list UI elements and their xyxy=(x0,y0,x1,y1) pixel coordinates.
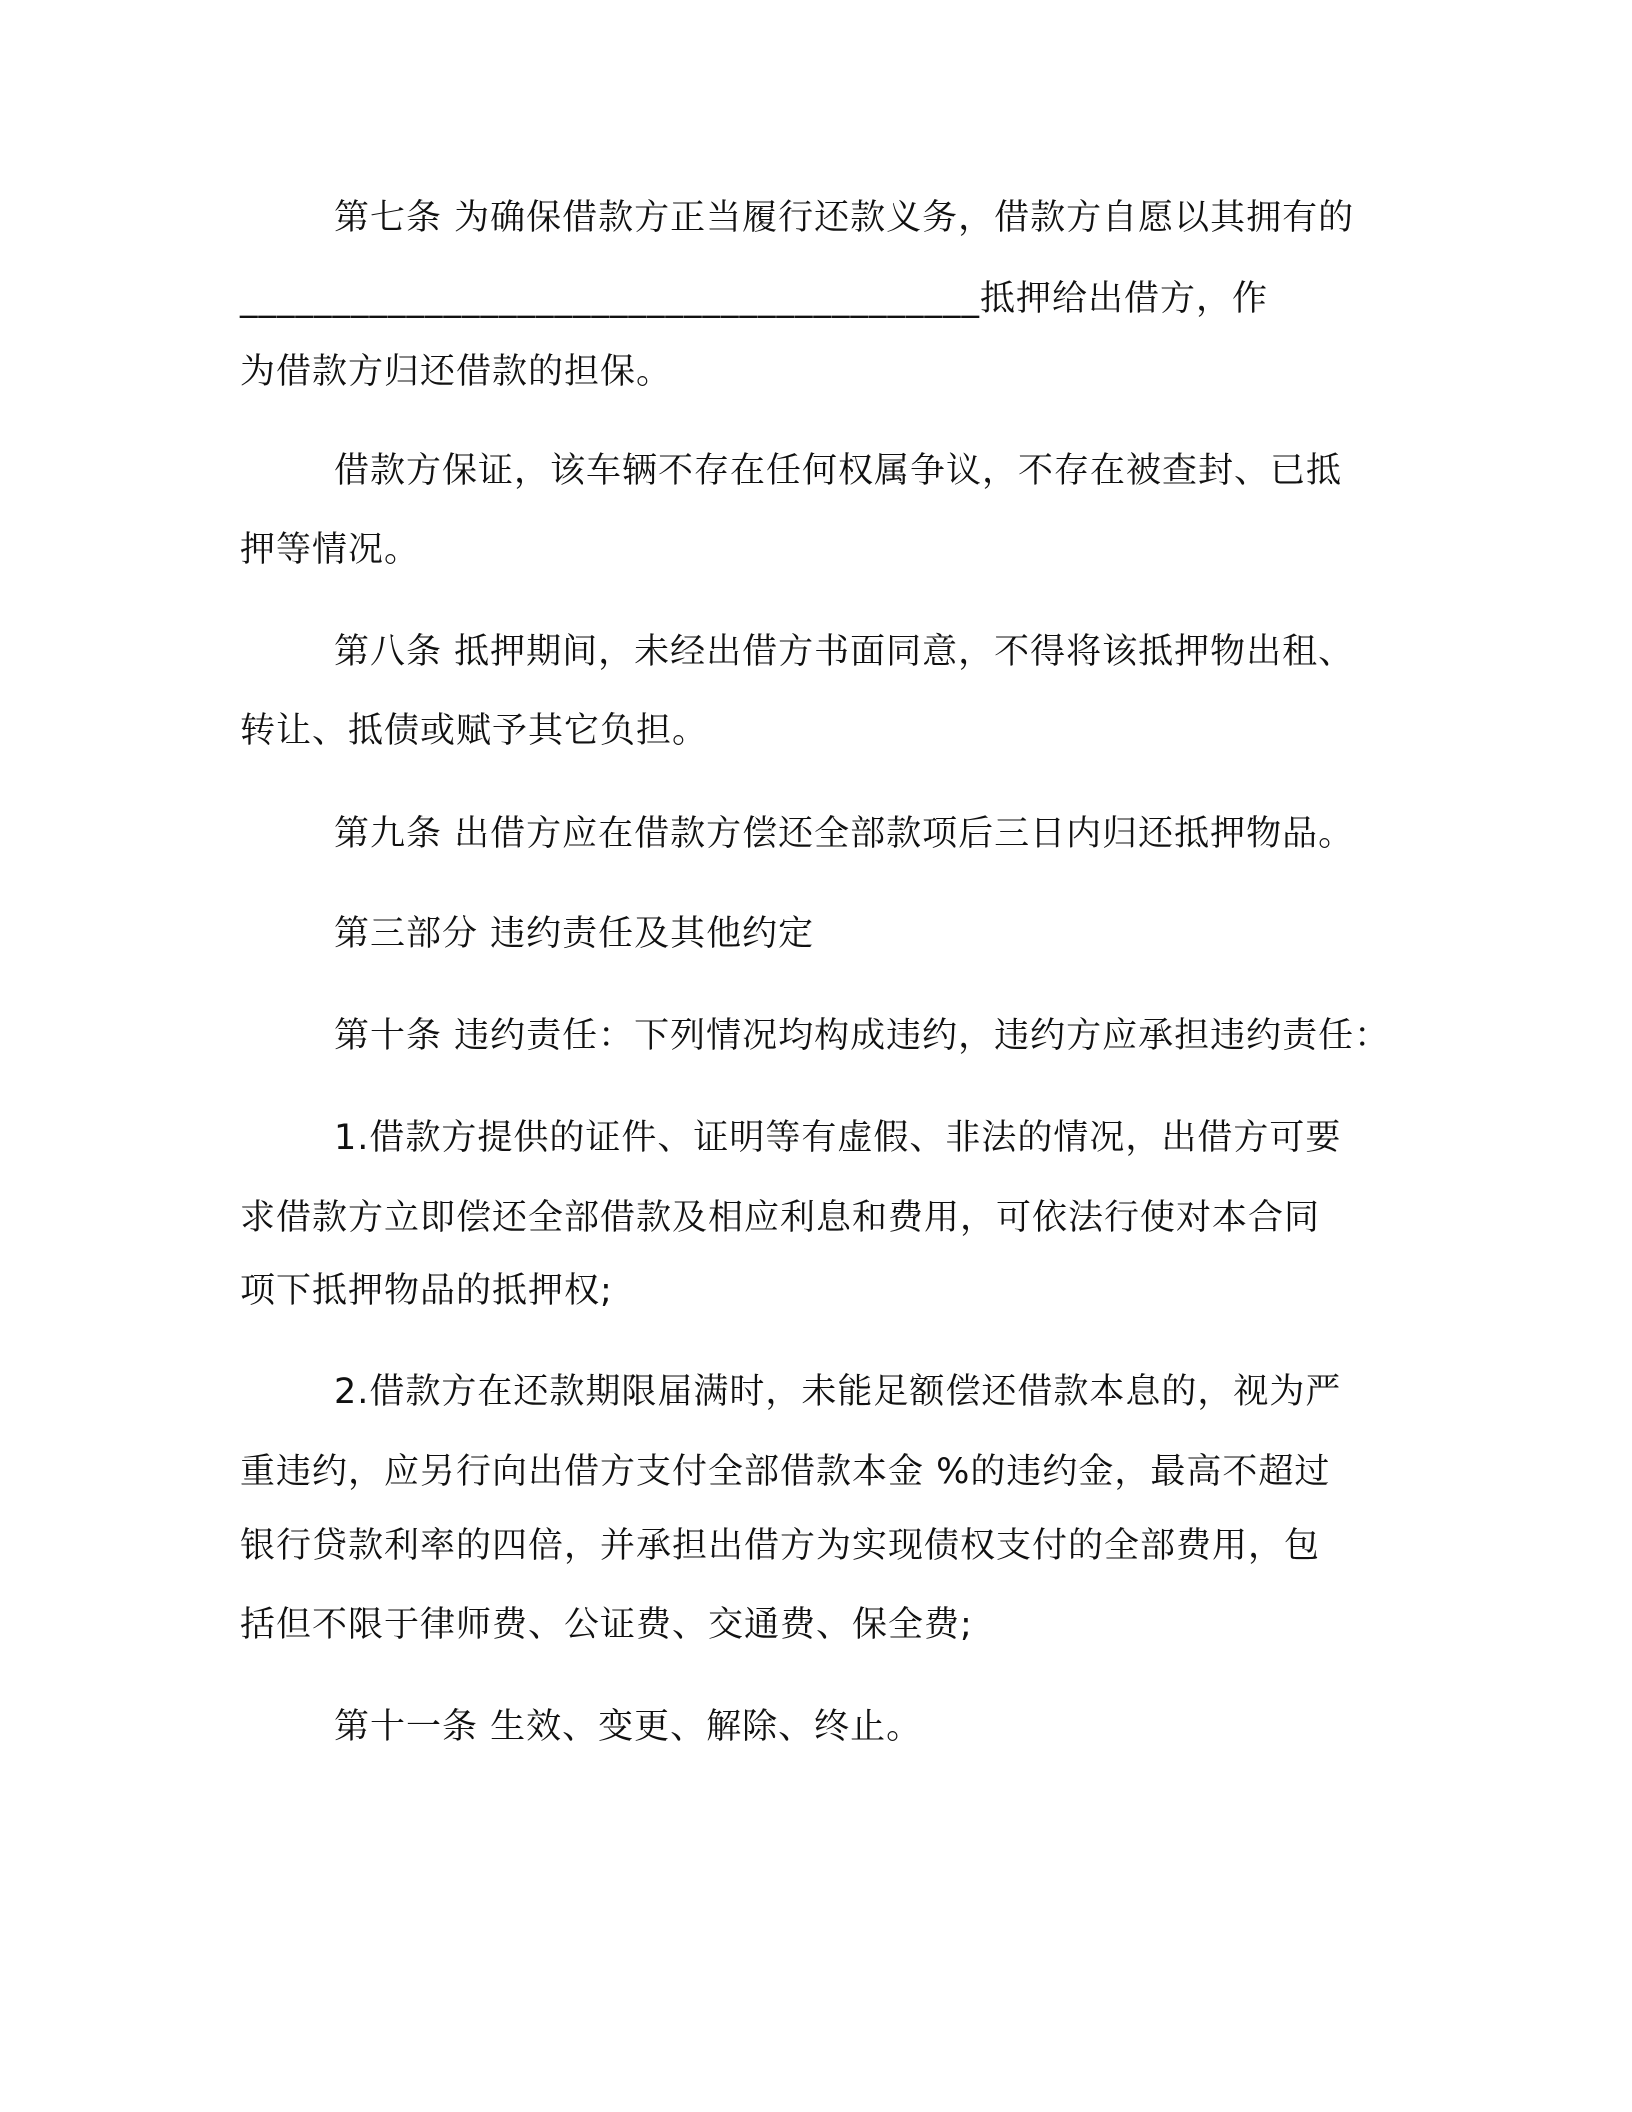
guarantee-line-2: 押等情况。 xyxy=(240,530,421,570)
clause-1-line-1: 1.借款方提供的证件、证明等有虚假、非法的情况，出借方可要 xyxy=(334,1118,1342,1158)
part-3-heading: 第三部分 违约责任及其他约定 xyxy=(334,914,815,954)
guarantee-line-1: 借款方保证，该车辆不存在任何权属争议，不存在被查封、已抵 xyxy=(334,451,1343,491)
article-9-line: 第九条 出借方应在借款方偿还全部款项后三日内归还抵押物品。 xyxy=(334,814,1355,854)
clause-2-line-2: 重违约，应另行向出借方支付全部借款本金 %的违约金，最高不超过 xyxy=(240,1452,1331,1492)
clause-2-line-1: 2.借款方在还款期限届满时，未能足额偿还借款本息的，视为严 xyxy=(334,1372,1342,1412)
clause-2-line-3: 银行贷款利率的四倍，并承担出借方为实现债权支付的全部费用，包 xyxy=(240,1526,1321,1566)
article-7-line-1: 第七条 为确保借款方正当履行还款义务，借款方自愿以其拥有的 xyxy=(334,198,1355,238)
article-11-line: 第十一条 生效、变更、解除、终止。 xyxy=(334,1707,923,1747)
clause-1-line-2: 求借款方立即偿还全部借款及相应利息和费用，可依法行使对本合同 xyxy=(240,1198,1321,1238)
clause-1-line-3: 项下抵押物品的抵押权; xyxy=(240,1271,613,1311)
article-7-line-3: 为借款方归还借款的担保。 xyxy=(240,352,673,392)
article-7-line-2: ________________________________________抵押给出借方，作 xyxy=(240,279,1269,319)
clause-2-line-4: 括但不限于律师费、公证费、交通费、保全费; xyxy=(240,1605,973,1645)
article-8-line-1: 第八条 抵押期间，未经出借方书面同意，不得将该抵押物出租、 xyxy=(334,632,1355,672)
article-10-line: 第十条 违约责任：下列情况均构成违约，违约方应承担违约责任： xyxy=(334,1016,1391,1056)
article-8-line-2: 转让、抵债或赋予其它负担。 xyxy=(240,711,709,751)
